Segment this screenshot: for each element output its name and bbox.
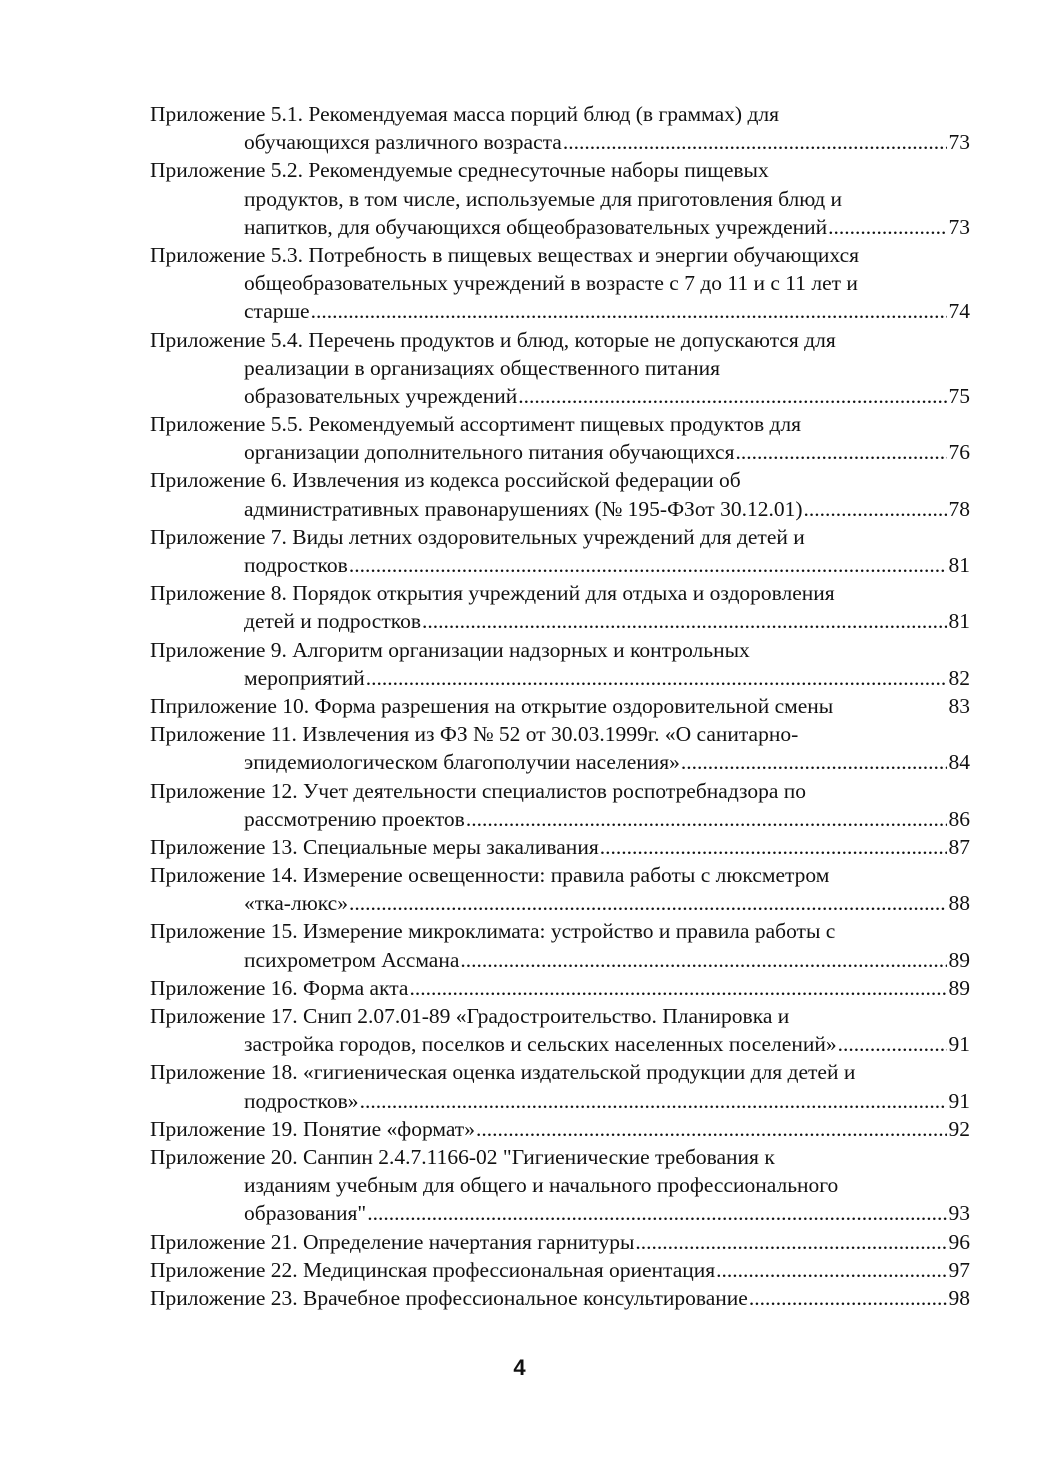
toc-entry-last-line bbox=[150, 692, 970, 720]
toc-entry-last-line bbox=[150, 128, 970, 156]
toc-entry bbox=[150, 720, 970, 776]
toc-entry-line: Приложение 8. Порядок открытия учреждений для отдыха и оздоровления bbox=[150, 581, 835, 606]
toc-page-number: 76 bbox=[948, 440, 970, 465]
toc-entry bbox=[150, 100, 970, 156]
toc-entry-title: административных правонарушениях (№ 195-ФЗот 30.12.01) bbox=[244, 496, 803, 521]
toc-page-number: 89 bbox=[948, 947, 970, 972]
toc-entry-line: общеобразовательных учреждений в возрасте с 7 до 11 и с 11 лет и bbox=[244, 271, 858, 296]
toc-entry bbox=[150, 1058, 970, 1114]
toc-entry bbox=[150, 410, 970, 466]
toc-page-number: 88 bbox=[948, 891, 970, 916]
toc-page-number: 81 bbox=[948, 553, 970, 577]
toc-entry-last-line bbox=[150, 889, 970, 917]
toc-entry-title: организации дополнительного питания обучающихся bbox=[244, 440, 735, 465]
page-number: 4 bbox=[513, 1355, 526, 1380]
toc-page-number: 91 bbox=[948, 1032, 970, 1057]
toc-page-number: 86 bbox=[948, 806, 970, 831]
toc-entry bbox=[150, 1228, 970, 1256]
toc-entry bbox=[150, 777, 970, 833]
toc-page-number: 91 bbox=[948, 1088, 970, 1113]
toc-entry-last-line bbox=[150, 551, 970, 579]
dot-leader bbox=[360, 1087, 947, 1115]
toc-entry-title: Приложение 21. Определение начертания гарнитуры bbox=[150, 1229, 635, 1254]
toc-entry-line: Приложение 17. Снип 2.07.01-89 «Градостроительство. Планировка и bbox=[150, 1004, 790, 1028]
toc-entry-last-line bbox=[150, 495, 970, 523]
dot-leader bbox=[803, 495, 946, 523]
toc-entry bbox=[150, 1115, 970, 1143]
toc-entry bbox=[150, 523, 970, 579]
dot-leader bbox=[828, 213, 946, 241]
toc-page-number: 93 bbox=[948, 1201, 970, 1226]
dot-leader bbox=[311, 297, 947, 325]
toc-entry-title: эпидемиологическом благополучии населения» bbox=[244, 750, 680, 775]
toc-entry-title: обучающихся различного возраста bbox=[244, 130, 562, 155]
toc-entry-last-line bbox=[150, 1256, 970, 1284]
dot-leader bbox=[409, 974, 946, 1002]
toc-entry bbox=[150, 833, 970, 861]
toc-page-number: 84 bbox=[948, 750, 970, 775]
toc-entry-line: Приложение 20. Санпин 2.4.7.1166-02 "Гигиенические требования к bbox=[150, 1144, 775, 1169]
toc-entry-line: Приложение 5.2. Рекомендуемые среднесуточные наборы пищевых bbox=[150, 158, 769, 183]
toc-page-number: 98 bbox=[948, 1285, 970, 1310]
dot-leader bbox=[635, 1228, 946, 1256]
toc-entry-line: Приложение 11. Извлечения из ФЗ № 52 от 30.03.1999г. «О санитарно- bbox=[150, 722, 799, 747]
dot-leader bbox=[460, 946, 946, 974]
toc-entry-title: напитков, для обучающихся общеобразовательных учреждений bbox=[244, 214, 828, 239]
toc-entry-last-line bbox=[150, 805, 970, 833]
toc-entry-line: Приложение 15. Измерение микроклимата: устройство и правила работы с bbox=[150, 919, 836, 944]
toc-page-number: 82 bbox=[948, 665, 970, 690]
toc-entry-line: Приложение 5.5. Рекомендуемый ассортимент пищевых продуктов для bbox=[150, 412, 802, 437]
table-of-contents bbox=[150, 100, 970, 1312]
toc-entry-title: детей и подростков bbox=[244, 609, 421, 634]
toc-entry-title: подростков bbox=[244, 553, 348, 577]
toc-entry-last-line bbox=[150, 1087, 970, 1115]
toc-page-number: 73 bbox=[948, 130, 970, 155]
toc-entry-last-line bbox=[150, 1284, 970, 1312]
toc-entry-title: «тка-люкс» bbox=[244, 891, 348, 916]
toc-entry-title: Приложение 23. Врачебное профессиональное консультирование bbox=[150, 1285, 748, 1310]
toc-page-number: 75 bbox=[948, 383, 970, 408]
toc-entry-line: Приложение 5.4. Перечень продуктов и блюд, которые не допускаются для bbox=[150, 327, 836, 352]
toc-page-number: 78 bbox=[948, 496, 970, 521]
toc-entry-line: Приложение 6. Извлечения из кодекса российской федерации об bbox=[150, 468, 741, 493]
toc-page-number: 83 bbox=[948, 693, 970, 718]
toc-entry-last-line bbox=[150, 1115, 970, 1143]
toc-page-number: 96 bbox=[948, 1229, 970, 1254]
toc-entry-last-line bbox=[150, 946, 970, 974]
toc-entry bbox=[150, 974, 970, 1002]
toc-entry bbox=[150, 1002, 970, 1058]
toc-entry bbox=[150, 579, 970, 635]
toc-entry-line: продуктов, в том числе, используемые для приготовления блюд и bbox=[244, 186, 843, 211]
dot-leader bbox=[563, 128, 947, 156]
dot-leader bbox=[736, 438, 947, 466]
dot-leader bbox=[600, 833, 947, 861]
toc-entry-title: Приложение 22. Медицинская профессиональная ориентация bbox=[150, 1257, 716, 1282]
toc-entry-line: Приложение 18. «гигиеническая оценка издательской продукции для детей и bbox=[150, 1060, 856, 1085]
dot-leader bbox=[749, 1284, 947, 1312]
toc-entry-title: старше bbox=[244, 299, 310, 324]
dot-leader bbox=[466, 805, 947, 833]
toc-entry-line: реализации в организациях общественного питания bbox=[244, 355, 721, 380]
toc-entry-title: рассмотрению проектов bbox=[244, 806, 465, 831]
toc-entry bbox=[150, 692, 970, 720]
toc-entry bbox=[150, 466, 970, 522]
dot-leader bbox=[422, 607, 947, 635]
toc-entry bbox=[150, 326, 970, 411]
toc-entry-last-line bbox=[150, 1199, 970, 1227]
toc-page-number: 97 bbox=[948, 1257, 970, 1282]
toc-page-number: 92 bbox=[948, 1116, 970, 1141]
toc-entry bbox=[150, 156, 970, 241]
dot-leader bbox=[367, 1199, 946, 1227]
toc-entry-line: Приложение 14. Измерение освещенности: правила работы с люксметром bbox=[150, 863, 830, 888]
toc-page-number: 73 bbox=[948, 214, 970, 239]
dot-leader bbox=[349, 551, 947, 579]
dot-leader bbox=[476, 1115, 947, 1143]
dot-leader bbox=[349, 889, 947, 917]
toc-entry-title: Приложение 16. Форма акта bbox=[150, 975, 409, 1000]
toc-entry-line: Приложение 5.1. Рекомендуемая масса порций блюд (в граммах) для bbox=[150, 102, 780, 126]
toc-entry-title: образовательных учреждений bbox=[244, 383, 518, 408]
toc-entry-line: Приложение 5.3. Потребность в пищевых веществах и энергии обучающихся bbox=[150, 242, 859, 267]
toc-entry-last-line bbox=[150, 974, 970, 1002]
toc-entry-last-line bbox=[150, 1030, 970, 1058]
toc-entry-title: психрометром Ассмана bbox=[244, 947, 460, 972]
toc-page-number: 87 bbox=[948, 834, 970, 859]
toc-entry-title: Приложение 13. Специальные меры закаливания bbox=[150, 834, 599, 859]
toc-entry-last-line bbox=[150, 748, 970, 776]
dot-leader bbox=[681, 748, 947, 776]
toc-entry-title: Пприложение 10. Форма разрешения на открытие оздоровительной смены bbox=[150, 693, 834, 718]
toc-entry-title: застройка городов, поселков и сельских населенных поселений» bbox=[244, 1032, 837, 1057]
toc-entry-last-line bbox=[150, 297, 970, 325]
dot-leader bbox=[838, 1030, 947, 1058]
toc-entry-last-line bbox=[150, 213, 970, 241]
toc-entry-last-line bbox=[150, 607, 970, 635]
toc-entry bbox=[150, 636, 970, 692]
toc-entry-line: изданиям учебным для общего и начального профессионального bbox=[244, 1173, 839, 1198]
toc-entry-line: Приложение 7. Виды летних оздоровительных учреждений для детей и bbox=[150, 524, 805, 549]
dot-leader bbox=[518, 382, 946, 410]
toc-entry-line: Приложение 9. Алгоритм организации надзорных и контрольных bbox=[150, 637, 750, 662]
toc-entry-title: Приложение 19. Понятие «формат» bbox=[150, 1116, 475, 1141]
toc-entry bbox=[150, 861, 970, 917]
toc-page-number: 89 bbox=[948, 975, 970, 1000]
toc-page-number: 81 bbox=[948, 609, 970, 634]
toc-entry-title: подростков» bbox=[244, 1088, 359, 1113]
toc-entry-last-line bbox=[150, 438, 970, 466]
dot-leader bbox=[366, 664, 947, 692]
toc-entry bbox=[150, 241, 970, 326]
toc-entry-title: образования" bbox=[244, 1201, 367, 1226]
toc-entry-last-line bbox=[150, 1228, 970, 1256]
toc-page-number: 74 bbox=[948, 299, 970, 324]
toc-entry bbox=[150, 1256, 970, 1284]
toc-entry-title: мероприятий bbox=[244, 665, 365, 690]
toc-entry-line: Приложение 12. Учет деятельности специалистов роспотребнадзора по bbox=[150, 778, 807, 803]
toc-entry-last-line bbox=[150, 833, 970, 861]
toc-entry bbox=[150, 1143, 970, 1228]
toc-entry bbox=[150, 917, 970, 973]
toc-entry-last-line bbox=[150, 664, 970, 692]
dot-leader bbox=[716, 1256, 946, 1284]
toc-entry bbox=[150, 1284, 970, 1312]
toc-entry-last-line bbox=[150, 382, 970, 410]
